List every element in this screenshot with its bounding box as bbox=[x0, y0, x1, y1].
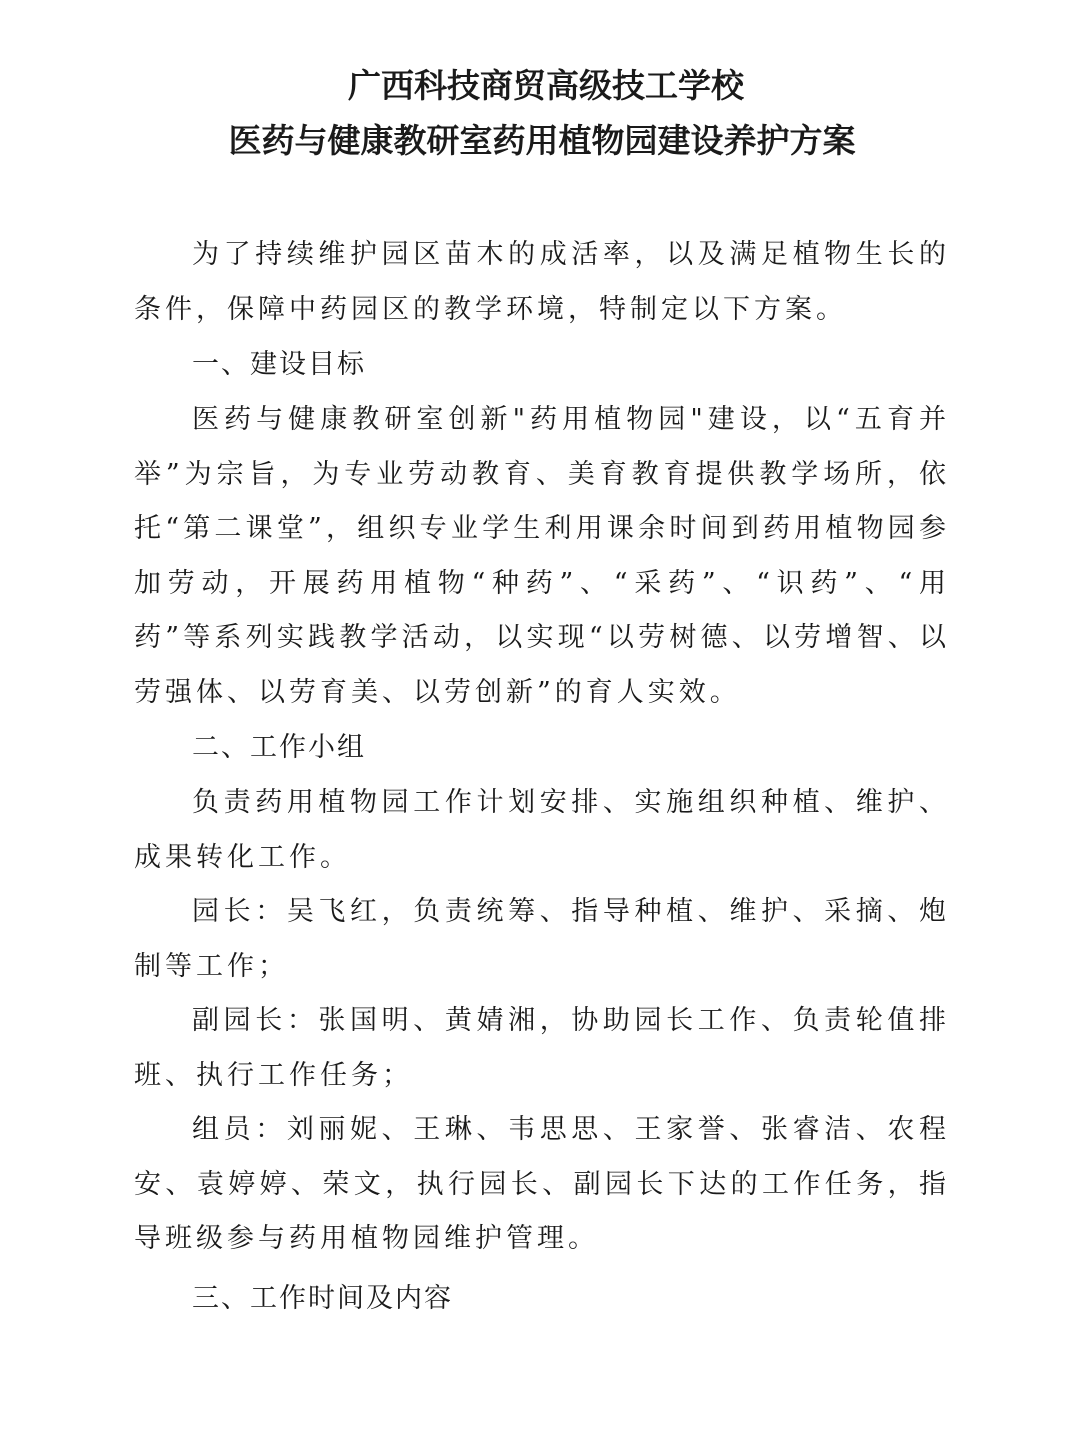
section-heading-team: 二、工作小组 bbox=[192, 732, 366, 763]
goals-paragraph: 医药与健康教研室创新"药用植物园"建设，以“五育并举”为宗旨，为专业劳动教育、美育教育提供教学场所，依托“第二课堂”，组织专业学生利用课余时间到药用植物园参加劳动，开展药用植物“种药”、“采药”、“识药”、“用药”等系列实践教学活动，以实现“以劳树德、以劳增智、以劳强体、以劳育美、以劳创新”的育人实效。 bbox=[134, 404, 950, 708]
section-heading-schedule: 三、工作时间及内容 bbox=[192, 1282, 453, 1314]
document-body bbox=[134, 228, 950, 1327]
team-deputy-paragraph: 副园长：张国明、黄婧湘，协助园长工作、负责轮值排班、执行工作任务； bbox=[134, 1005, 950, 1091]
document-title-school: 广西科技商贸高级技工学校 bbox=[348, 66, 744, 105]
team-leader-paragraph: 园长：吴飞红，负责统筹、指导种植、维护、采摘、炮制等工作； bbox=[134, 896, 950, 982]
team-members-paragraph: 组员：刘丽妮、王琳、韦思思、王家誉、张睿洁、农程安、袁婷婷、荣文，执行园长、副园长下达的工作任务，指导班级参与药用植物园维护管理。 bbox=[134, 1114, 950, 1254]
team-paragraph: 负责药用植物园工作计划安排、实施组织种植、维护、成果转化工作。 bbox=[134, 787, 950, 873]
document-title-plan: 医药与健康教研室药用植物园建设养护方案 bbox=[228, 121, 856, 160]
intro-paragraph: 为了持续维护园区苗木的成活率，以及满足植物生长的条件，保障中药园区的教学环境，特制定以下方案。 bbox=[134, 239, 950, 325]
section-heading-goals: 一、建设目标 bbox=[192, 349, 366, 380]
